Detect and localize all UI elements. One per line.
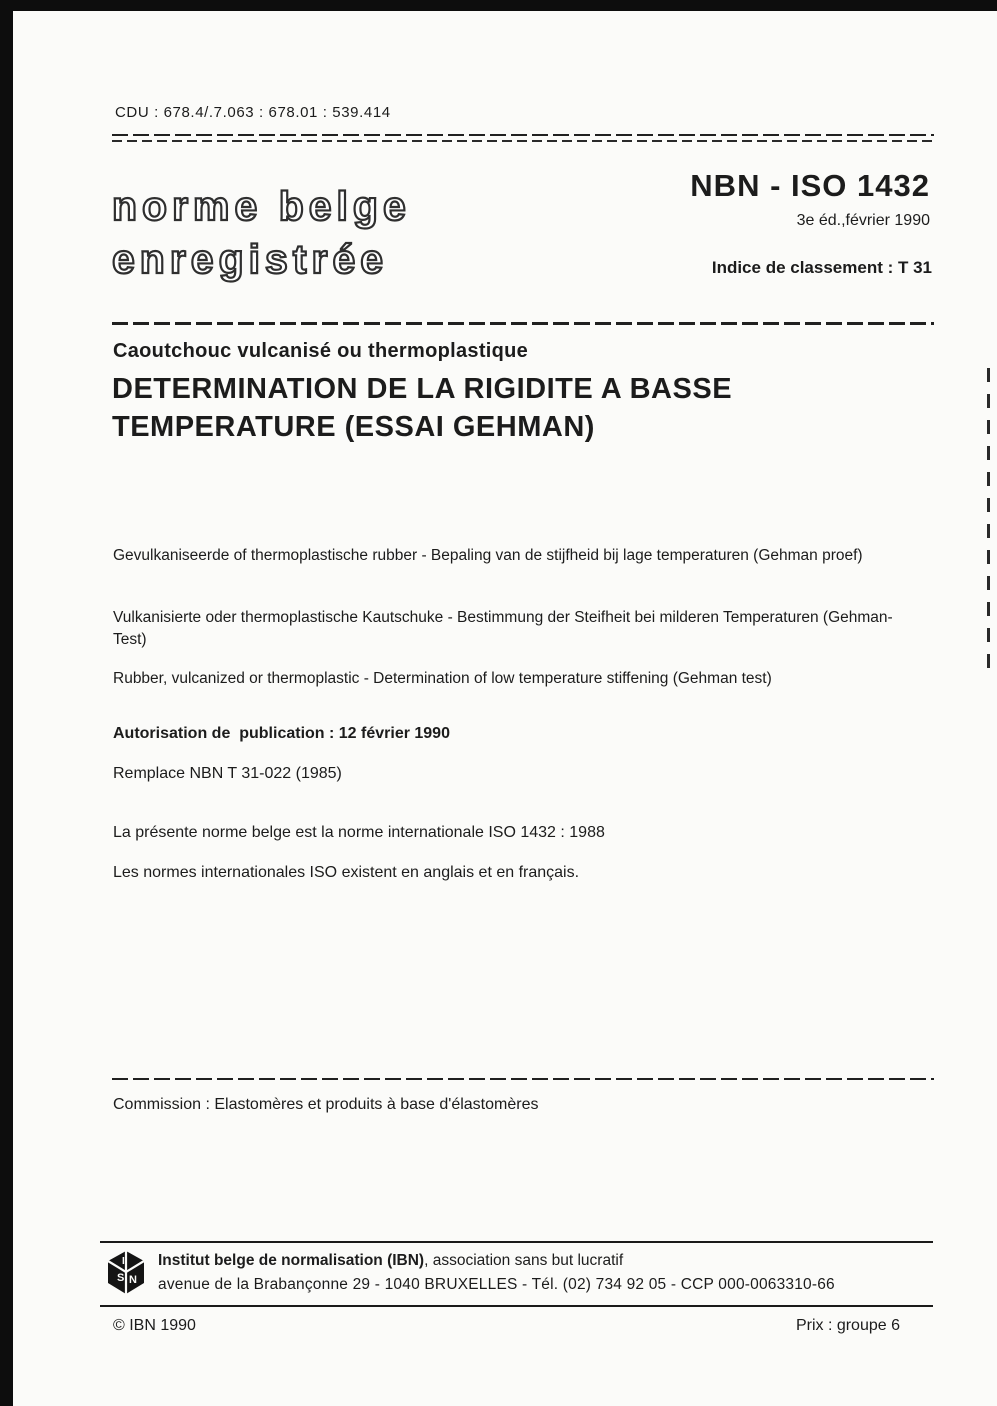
publisher-suffix: , association sans but lucratif [424,1252,624,1269]
abstract-german: Vulkanisierte oder thermoplastische Kautschuke - Bestimmung der Steifheit bei milderen Temperaturen (Gehman-Test) [113,609,893,648]
svg-text:I: I [122,1256,125,1267]
replaces-line: Remplace NBN T 31-022 (1985) [113,765,342,782]
scan-edge-top [0,0,997,11]
equivalence-note: La présente norme belge est la norme internationale ISO 1432 : 1988 [113,824,605,841]
languages-note: Les normes internationales ISO existent en anglais et en français. [113,864,580,881]
publisher-line [158,1252,623,1270]
publisher-address: avenue de la Brabançonne 29 - 1040 BRUXELLES - Tél. (02) 734 92 05 - CCP 000-0063310-66 [158,1276,835,1293]
publisher-name: Institut belge de normalisation (IBN) [158,1252,425,1269]
stamp-line-2: enregistrée [112,236,389,282]
reference-block [600,168,930,230]
title-line-1: DETERMINATION DE LA RIGIDITE A BASSE [112,373,733,405]
rule-top-1 [112,134,934,136]
abstract-dutch: Gevulkaniseerde of thermoplastische rubber - Bepaling van de stijfheid bij lage temperaturen (Gehman proef) [113,547,863,564]
cdu-classification: CDU : 678.4/.7.063 : 678.01 : 539.414 [115,104,391,121]
edition-date: 3e éd.,février 1990 [796,212,930,229]
footer-rule-top [100,1241,933,1243]
document-title [112,370,732,446]
title-line-2: TEMPERATURE (ESSAI GEHMAN) [112,411,595,443]
classification-index: Indice de classement : T 31 [711,258,932,277]
rule-commission [112,1078,934,1080]
svg-text:S: S [117,1272,125,1284]
norme-belge-stamp [112,180,411,286]
price-group: Prix : groupe 6 [795,1317,900,1334]
rule-title [112,322,934,325]
ibn-logo-icon [105,1249,147,1302]
authorization-line: Autorisation de publication : 12 février 1990 [113,725,450,742]
standard-number: NBN - ISO 1432 [690,168,930,203]
rule-top-2 [112,140,934,142]
document-subject: Caoutchouc vulcanisé ou thermoplastique [113,340,529,362]
abstract-english: Rubber, vulcanized or thermoplastic - Determination of low temperature stiffening (Gehman test) [113,670,772,687]
commission-line: Commission : Elastomères et produits à base d'élastomères [113,1096,539,1113]
stamp-line-1: norme belge [112,183,411,229]
footer-rule-bottom [100,1305,933,1307]
svg-text:N: N [129,1274,137,1286]
copyright-line: © IBN 1990 [113,1317,196,1334]
scan-edge-left [0,0,13,1406]
scan-edge-right-dashes [987,368,990,668]
